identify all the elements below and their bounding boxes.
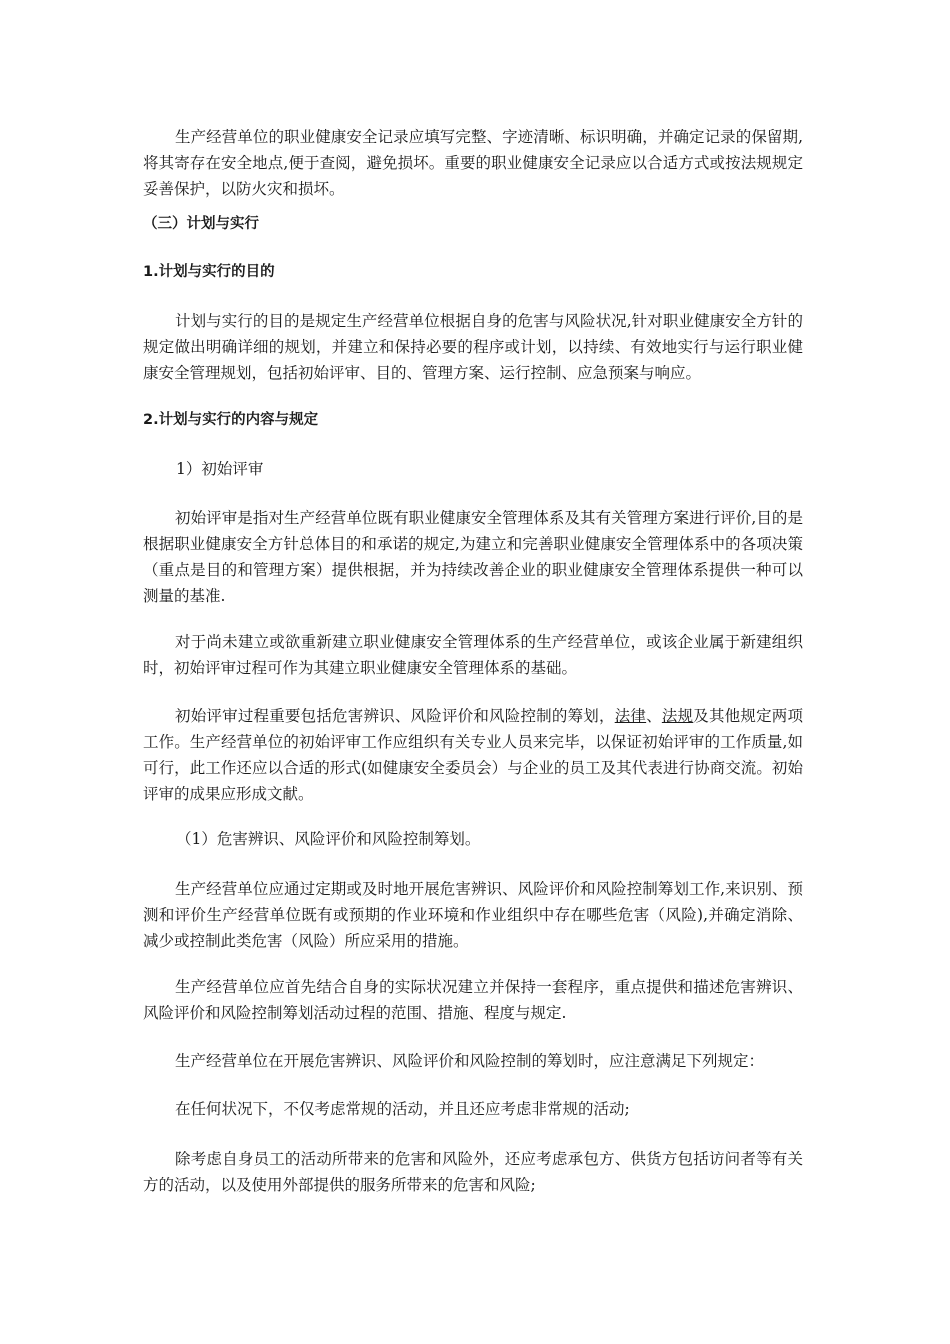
- paragraph-records: 生产经营单位的职业健康安全记录应填写完整、字迹清晰、标识明确，并确定记录的保留期,将其寄存在安全地点,便于查阅，避免损坏。重要的职业健康安全记录应以合适方式或按法规规定妥善保护，以防火灾和损坏。: [143, 128, 803, 198]
- subheading-content: 2.计划与实行的内容与规定: [143, 412, 319, 428]
- paragraph-requirements: 生产经营单位在开展危害辨识、风险评价和风险控制的筹划时，应注意满足下列规定：: [175, 1052, 765, 1070]
- item-initial-review: 1）初始评审: [176, 460, 264, 478]
- paragraph-review-process: 初始评审过程重要包括危害辨识、风险评价和风险控制的筹划，法律、法规及其他规定两项工作。生产经营单位的初始评审工作应组织有关专业人员来完毕，以保证初始评审的工作质量,如可行，此工作还应以合适的形式(如健康安全委员会）与企业的员工及其代表进行协商交流。初始评审的成果应形成文献。: [143, 707, 803, 803]
- item-hazard-identification: （1）危害辨识、风险评价和风险控制筹划。: [176, 830, 481, 848]
- paragraph-routine-activities: 在任何状况下，不仅考虑常规的活动，并且还应考虑非常规的活动;: [175, 1100, 630, 1118]
- paragraph-initial-review-definition: 初始评审是指对生产经营单位既有职业健康安全管理体系及其有关管理方案进行评价,目的是根据职业健康安全方针总体目的和承诺的规定,为建立和完善职业健康安全管理体系中的各项决策（重点是目的和管理方案）提供根据，并为持续改善企业的职业健康安全管理体系提供一种可以测量的基准.: [143, 509, 803, 605]
- law-link[interactable]: 法律: [614, 707, 647, 725]
- paragraph-new-system: 对于尚未建立或欲重新建立职业健康安全管理体系的生产经营单位，或该企业属于新建组织时，初始评审过程可作为其建立职业健康安全管理体系的基础。: [143, 633, 803, 677]
- paragraph-procedure: 生产经营单位应首先结合自身的实际状况建立并保持一套程序，重点提供和描述危害辨识、风险评价和风险控制筹划活动过程的范围、措施、程度与规定.: [143, 978, 803, 1022]
- paragraph-external-parties: 除考虑自身员工的活动所带来的危害和风险外，还应考虑承包方、供货方包括访问者等有关方的活动，以及使用外部提供的服务所带来的危害和风险;: [143, 1150, 803, 1194]
- subheading-purpose: 1.计划与实行的目的: [143, 264, 275, 280]
- regulation-link[interactable]: 法规: [661, 707, 694, 725]
- paragraph-purpose: 计划与实行的目的是规定生产经营单位根据自身的危害与风险状况,针对职业健康安全方针的规定做出明确详细的规划，并建立和保持必要的程序或计划，以持续、有效地实行与运行职业健康安全管理规划，包括初始评审、目的、管理方案、运行控制、应急预案与响应。: [143, 312, 803, 382]
- paragraph-hazard-process: 生产经营单位应通过定期或及时地开展危害辨识、风险评价和风险控制筹划工作,来识别、预测和评价生产经营单位既有或预期的作业环境和作业组织中存在哪些危害（风险),并确定消除、减少或控制此类危害（风险）所应采用的措施。: [143, 880, 803, 950]
- section-heading-plan-implement: （三）计划与实行: [143, 216, 259, 232]
